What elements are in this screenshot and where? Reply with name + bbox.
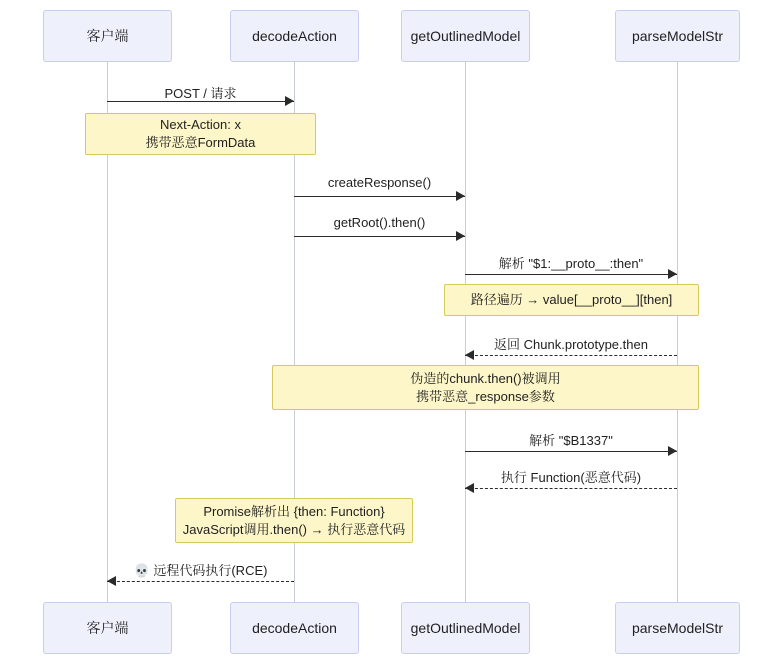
arrow-head-return-chunk-prototype-then [465,350,474,360]
message-line-return-chunk-prototype-then [465,355,677,356]
arrow-head-parse-b1337 [668,446,677,456]
arrow-head-post-request [285,96,294,106]
note-line: 路径遍历 → value[__proto__][then] [470,292,673,307]
message-label-get-root-then: getRoot().then() [333,215,426,230]
actor-decode-action-top[interactable] [230,10,359,62]
actor-label: parseModelStr [631,28,724,44]
arrow-head-parse-proto-then [668,269,677,279]
actor-label: parseModelStr [631,620,724,636]
message-label-execute-function: 执行 Function(恶意代码) [500,470,642,485]
note-malicious-formdata [85,113,316,155]
message-label-return-chunk-prototype-then: 返回 Chunk.prototype.then [494,337,648,352]
actor-label: getOutlinedModel [410,28,521,44]
message-label-parse-b1337: 解析 "$B1337" [529,433,613,448]
note-path-traversal [444,284,699,316]
arrow-head-execute-function [465,483,474,493]
actor-client-top[interactable] [43,10,172,62]
actor-decode-action-bottom[interactable] [230,602,359,654]
note-line: 携带恶意FormData [145,135,256,150]
message-line-parse-proto-then [465,274,677,275]
note-line: Next-Action: x [160,117,241,132]
actor-parse-model-str-top[interactable] [615,10,740,62]
message-label-create-response: createResponse() [327,175,432,190]
message-line-rce [107,581,294,582]
lifeline-get-outlined-model [465,62,466,602]
note-fake-chunk-then-called [272,365,699,410]
arrow-head-get-root-then [456,231,465,241]
message-label-parse-proto-then: 解析 "$1:__proto__:then" [498,256,644,271]
arrow-head-rce [107,576,116,586]
actor-label: decodeAction [252,28,337,44]
actor-parse-model-str-bottom[interactable] [615,602,740,654]
message-line-get-root-then [294,236,465,237]
lifeline-parse-model-str [677,62,678,602]
note-line: Promise解析出 {then: Function} [203,503,385,519]
message-line-parse-b1337 [465,451,677,452]
message-line-post-request [107,101,294,102]
actor-label: getOutlinedModel [410,620,521,636]
note-line: JavaScript调用.then() → 执行恶意代码 [182,521,406,537]
actor-label: 客户端 [86,620,129,636]
actor-get-outlined-model-top[interactable] [401,10,530,62]
note-line: 携带恶意_response参数 [416,388,555,404]
message-line-create-response [294,196,465,197]
note-promise-resolves-then [175,498,413,543]
actor-client-bottom[interactable] [43,602,172,654]
message-label-rce: 💀 远程代码执行(RCE) [133,563,268,578]
actor-label: 客户端 [86,28,129,44]
message-line-execute-function [465,488,677,489]
actor-label: decodeAction [252,620,337,636]
arrow-head-create-response [456,191,465,201]
actor-get-outlined-model-bottom[interactable] [401,602,530,654]
message-label-post-request: POST / 请求 [164,86,237,101]
note-line: 伪造的chunk.then()被调用 [410,370,561,386]
